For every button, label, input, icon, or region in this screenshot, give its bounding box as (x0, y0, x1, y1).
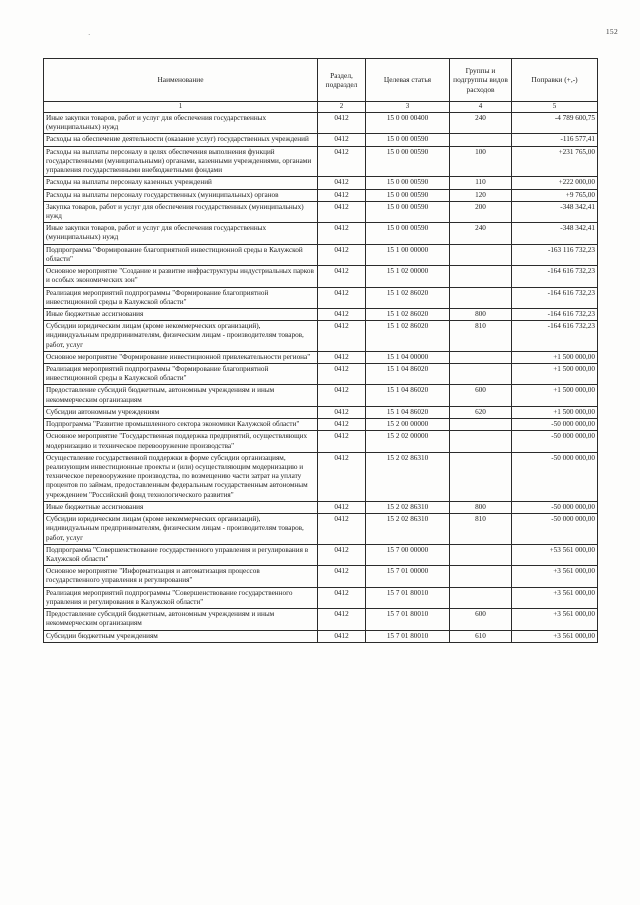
table-row (44, 452, 598, 501)
cell-name: Осуществление государственной поддержки в форме субсидии организациям, реализующим инвестиционные проекты и (или) осуществляющим модернизацию и техническое перевооружение производства, по возмещению части затрат на уплату процентов по займам, предоставленным федеральным государственным автономным учреждением "Российский фонд технологического развития" (44, 452, 318, 501)
cell-group (450, 566, 512, 587)
cell-target-article: 15 0 00 00400 (366, 113, 450, 134)
table-row (44, 308, 598, 320)
cell-target-article: 15 2 02 86310 (366, 501, 450, 513)
cell-name: Предоставление субсидий бюджетным, автономным учреждениям и иным некоммерческим организациям (44, 609, 318, 630)
cell-delta: +3 561 000,00 (512, 609, 598, 630)
cell-group: 120 (450, 189, 512, 201)
cell-razdel: 0412 (318, 609, 366, 630)
cell-group: 600 (450, 609, 512, 630)
cell-delta: -163 116 732,23 (512, 244, 598, 265)
column-number-2: 2 (318, 102, 366, 113)
cell-group: 810 (450, 321, 512, 352)
cell-target-article: 15 7 01 80010 (366, 630, 450, 642)
cell-group (450, 287, 512, 308)
stray-ink-mark: · (88, 31, 91, 39)
cell-name: Предоставление субсидий бюджетным, автономным учреждениям и иным некоммерческим организациям (44, 385, 318, 406)
cell-razdel: 0412 (318, 266, 366, 287)
cell-razdel: 0412 (318, 321, 366, 352)
column-header-groups: Группы и подгруппы видов расходов (450, 59, 512, 102)
cell-target-article: 15 1 04 86020 (366, 385, 450, 406)
table-row (44, 146, 598, 177)
cell-target-article: 15 0 00 00590 (366, 201, 450, 222)
cell-razdel: 0412 (318, 514, 366, 545)
cell-razdel: 0412 (318, 351, 366, 363)
cell-razdel: 0412 (318, 308, 366, 320)
cell-razdel: 0412 (318, 406, 366, 418)
cell-target-article: 15 1 00 00000 (366, 244, 450, 265)
cell-razdel: 0412 (318, 134, 366, 146)
table-row (44, 544, 598, 565)
table-row (44, 514, 598, 545)
cell-delta: -164 616 732,23 (512, 308, 598, 320)
budget-amendments-table (43, 58, 598, 643)
cell-delta: +231 765,00 (512, 146, 598, 177)
table-row (44, 201, 598, 222)
cell-delta: +53 561 000,00 (512, 544, 598, 565)
column-number-3: 3 (366, 102, 450, 113)
cell-name: Иные бюджетные ассигнования (44, 308, 318, 320)
cell-delta: -4 789 600,75 (512, 113, 598, 134)
cell-target-article: 15 0 00 00590 (366, 177, 450, 189)
cell-group (450, 244, 512, 265)
cell-razdel: 0412 (318, 201, 366, 222)
cell-name: Подпрограмма "Развитие промышленного сектора экономики Калужской области" (44, 419, 318, 431)
table-row (44, 630, 598, 642)
cell-razdel: 0412 (318, 419, 366, 431)
column-number-5: 5 (512, 102, 598, 113)
cell-name: Расходы на выплаты персоналу в целях обеспечения выполнения функций государственными (муниципальными) органами, казенными учреждениями, органами управления государственными внебюджетными фондами (44, 146, 318, 177)
table-row (44, 113, 598, 134)
cell-group (450, 134, 512, 146)
cell-delta: +3 561 000,00 (512, 630, 598, 642)
cell-group: 600 (450, 385, 512, 406)
cell-target-article: 15 0 00 00590 (366, 134, 450, 146)
cell-target-article: 15 1 02 86020 (366, 308, 450, 320)
cell-name: Реализация мероприятий подпрограммы "Совершенствование государственного управления и регулирования в Калужской области" (44, 587, 318, 608)
cell-group: 200 (450, 201, 512, 222)
cell-delta: -116 577,41 (512, 134, 598, 146)
cell-delta: -50 000 000,00 (512, 431, 598, 452)
cell-name: Реализация мероприятий подпрограммы "Формирование благоприятной инвестиционной среды в Калужской области" (44, 287, 318, 308)
cell-group: 240 (450, 223, 512, 244)
cell-delta: -50 000 000,00 (512, 419, 598, 431)
cell-razdel: 0412 (318, 385, 366, 406)
cell-name: Расходы на обеспечение деятельности (оказание услуг) государственных учреждений (44, 134, 318, 146)
cell-name: Основное мероприятие "Информатизация и автоматизация процессов государственного управления и регулирования" (44, 566, 318, 587)
cell-delta: -50 000 000,00 (512, 501, 598, 513)
cell-target-article: 15 2 02 00000 (366, 431, 450, 452)
cell-delta: +1 500 000,00 (512, 385, 598, 406)
cell-name: Субсидии автономным учреждениям (44, 406, 318, 418)
cell-group (450, 351, 512, 363)
cell-target-article: 15 0 00 00590 (366, 146, 450, 177)
cell-group: 110 (450, 177, 512, 189)
cell-target-article: 15 0 00 00590 (366, 223, 450, 244)
cell-razdel: 0412 (318, 566, 366, 587)
cell-razdel: 0412 (318, 431, 366, 452)
cell-name: Основное мероприятие "Формирование инвестиционной привлекательности региона" (44, 351, 318, 363)
table-row (44, 419, 598, 431)
cell-name: Субсидии юридическим лицам (кроме некоммерческих организаций), индивидуальным предпринимателям, физическим лицам - производителям товаров, работ, услуг (44, 514, 318, 545)
cell-group (450, 452, 512, 501)
cell-delta: +3 561 000,00 (512, 566, 598, 587)
cell-target-article: 15 2 02 86310 (366, 452, 450, 501)
cell-razdel: 0412 (318, 630, 366, 642)
cell-razdel: 0412 (318, 244, 366, 265)
table-row (44, 609, 598, 630)
cell-delta: +3 561 000,00 (512, 587, 598, 608)
cell-razdel: 0412 (318, 364, 366, 385)
cell-group: 800 (450, 501, 512, 513)
cell-target-article: 15 1 04 00000 (366, 351, 450, 363)
cell-razdel: 0412 (318, 177, 366, 189)
cell-delta: +222 000,00 (512, 177, 598, 189)
cell-delta: -164 616 732,23 (512, 266, 598, 287)
cell-target-article: 15 1 02 00000 (366, 266, 450, 287)
cell-name: Иные закупки товаров, работ и услуг для обеспечения государственных (муниципальных) нужд (44, 113, 318, 134)
cell-razdel: 0412 (318, 587, 366, 608)
cell-target-article: 15 7 00 00000 (366, 544, 450, 565)
table-column-number-row (44, 102, 598, 113)
cell-delta: -164 616 732,23 (512, 321, 598, 352)
table-row (44, 431, 598, 452)
cell-target-article: 15 1 04 86020 (366, 406, 450, 418)
cell-target-article: 15 7 01 80010 (366, 587, 450, 608)
column-header-target-article: Целевая статья (366, 59, 450, 102)
table-row (44, 587, 598, 608)
cell-delta: +9 765,00 (512, 189, 598, 201)
cell-name: Реализация мероприятий подпрограммы "Формирование благоприятной инвестиционной среды в Калужской области" (44, 364, 318, 385)
cell-delta: -164 616 732,23 (512, 287, 598, 308)
cell-target-article: 15 2 02 86310 (366, 514, 450, 545)
cell-name: Расходы на выплаты персоналу казенных учреждений (44, 177, 318, 189)
cell-delta: -348 342,41 (512, 223, 598, 244)
table-row (44, 406, 598, 418)
cell-name: Подпрограмма "Формирование благоприятной инвестиционной среды в Калужской области" (44, 244, 318, 265)
table-row (44, 134, 598, 146)
cell-name: Субсидии бюджетным учреждениям (44, 630, 318, 642)
table-row (44, 566, 598, 587)
cell-name: Основное мероприятие "Государственная поддержка предприятий, осуществляющих модернизацию и техническое перевооружение производства" (44, 431, 318, 452)
table-row (44, 501, 598, 513)
table-row (44, 385, 598, 406)
cell-target-article: 15 7 01 80010 (366, 609, 450, 630)
cell-razdel: 0412 (318, 287, 366, 308)
cell-razdel: 0412 (318, 501, 366, 513)
cell-group: 620 (450, 406, 512, 418)
cell-razdel: 0412 (318, 452, 366, 501)
cell-name: Иные бюджетные ассигнования (44, 501, 318, 513)
cell-group (450, 431, 512, 452)
column-header-razdel: Раздел, подраздел (318, 59, 366, 102)
cell-razdel: 0412 (318, 113, 366, 134)
cell-group (450, 419, 512, 431)
cell-group: 810 (450, 514, 512, 545)
cell-group: 800 (450, 308, 512, 320)
cell-name: Закупка товаров, работ и услуг для обеспечения государственных (муниципальных) нужд (44, 201, 318, 222)
cell-name: Иные закупки товаров, работ и услуг для обеспечения государственных (муниципальных) нужд (44, 223, 318, 244)
cell-name: Субсидии юридическим лицам (кроме некоммерческих организаций), индивидуальным предпринимателям, физическим лицам - производителям товаров, работ, услуг (44, 321, 318, 352)
cell-group (450, 544, 512, 565)
cell-delta: +1 500 000,00 (512, 364, 598, 385)
cell-delta: -50 000 000,00 (512, 514, 598, 545)
cell-target-article: 15 1 04 86020 (366, 364, 450, 385)
cell-delta: +1 500 000,00 (512, 351, 598, 363)
cell-group: 240 (450, 113, 512, 134)
cell-name: Расходы на выплаты персоналу государственных (муниципальных) органов (44, 189, 318, 201)
table-header-row (44, 59, 598, 102)
cell-target-article: 15 1 02 86020 (366, 287, 450, 308)
table-row (44, 351, 598, 363)
table-body (44, 113, 598, 643)
column-header-delta: Поправки (+,-) (512, 59, 598, 102)
table-row (44, 287, 598, 308)
table-row (44, 244, 598, 265)
cell-delta: -50 000 000,00 (512, 452, 598, 501)
cell-delta: +1 500 000,00 (512, 406, 598, 418)
cell-name: Подпрограмма "Совершенствование государственного управления и регулирования в Калужской области" (44, 544, 318, 565)
cell-razdel: 0412 (318, 223, 366, 244)
table-row (44, 266, 598, 287)
cell-delta: -348 342,41 (512, 201, 598, 222)
table-row (44, 364, 598, 385)
column-number-1: 1 (44, 102, 318, 113)
cell-target-article: 15 0 00 00590 (366, 189, 450, 201)
table-row (44, 223, 598, 244)
cell-target-article: 15 1 02 86020 (366, 321, 450, 352)
column-header-name: Наименование (44, 59, 318, 102)
table-row (44, 177, 598, 189)
cell-group (450, 266, 512, 287)
column-number-4: 4 (450, 102, 512, 113)
cell-razdel: 0412 (318, 544, 366, 565)
page-number: 152 (605, 27, 618, 36)
cell-name: Основное мероприятие "Создание и развитие инфраструктуры индустриальных парков и особых экономических зон" (44, 266, 318, 287)
cell-group (450, 364, 512, 385)
cell-group (450, 587, 512, 608)
table-row (44, 189, 598, 201)
cell-group: 610 (450, 630, 512, 642)
cell-target-article: 15 2 00 00000 (366, 419, 450, 431)
cell-target-article: 15 7 01 00000 (366, 566, 450, 587)
cell-razdel: 0412 (318, 146, 366, 177)
table-row (44, 321, 598, 352)
cell-group: 100 (450, 146, 512, 177)
cell-razdel: 0412 (318, 189, 366, 201)
